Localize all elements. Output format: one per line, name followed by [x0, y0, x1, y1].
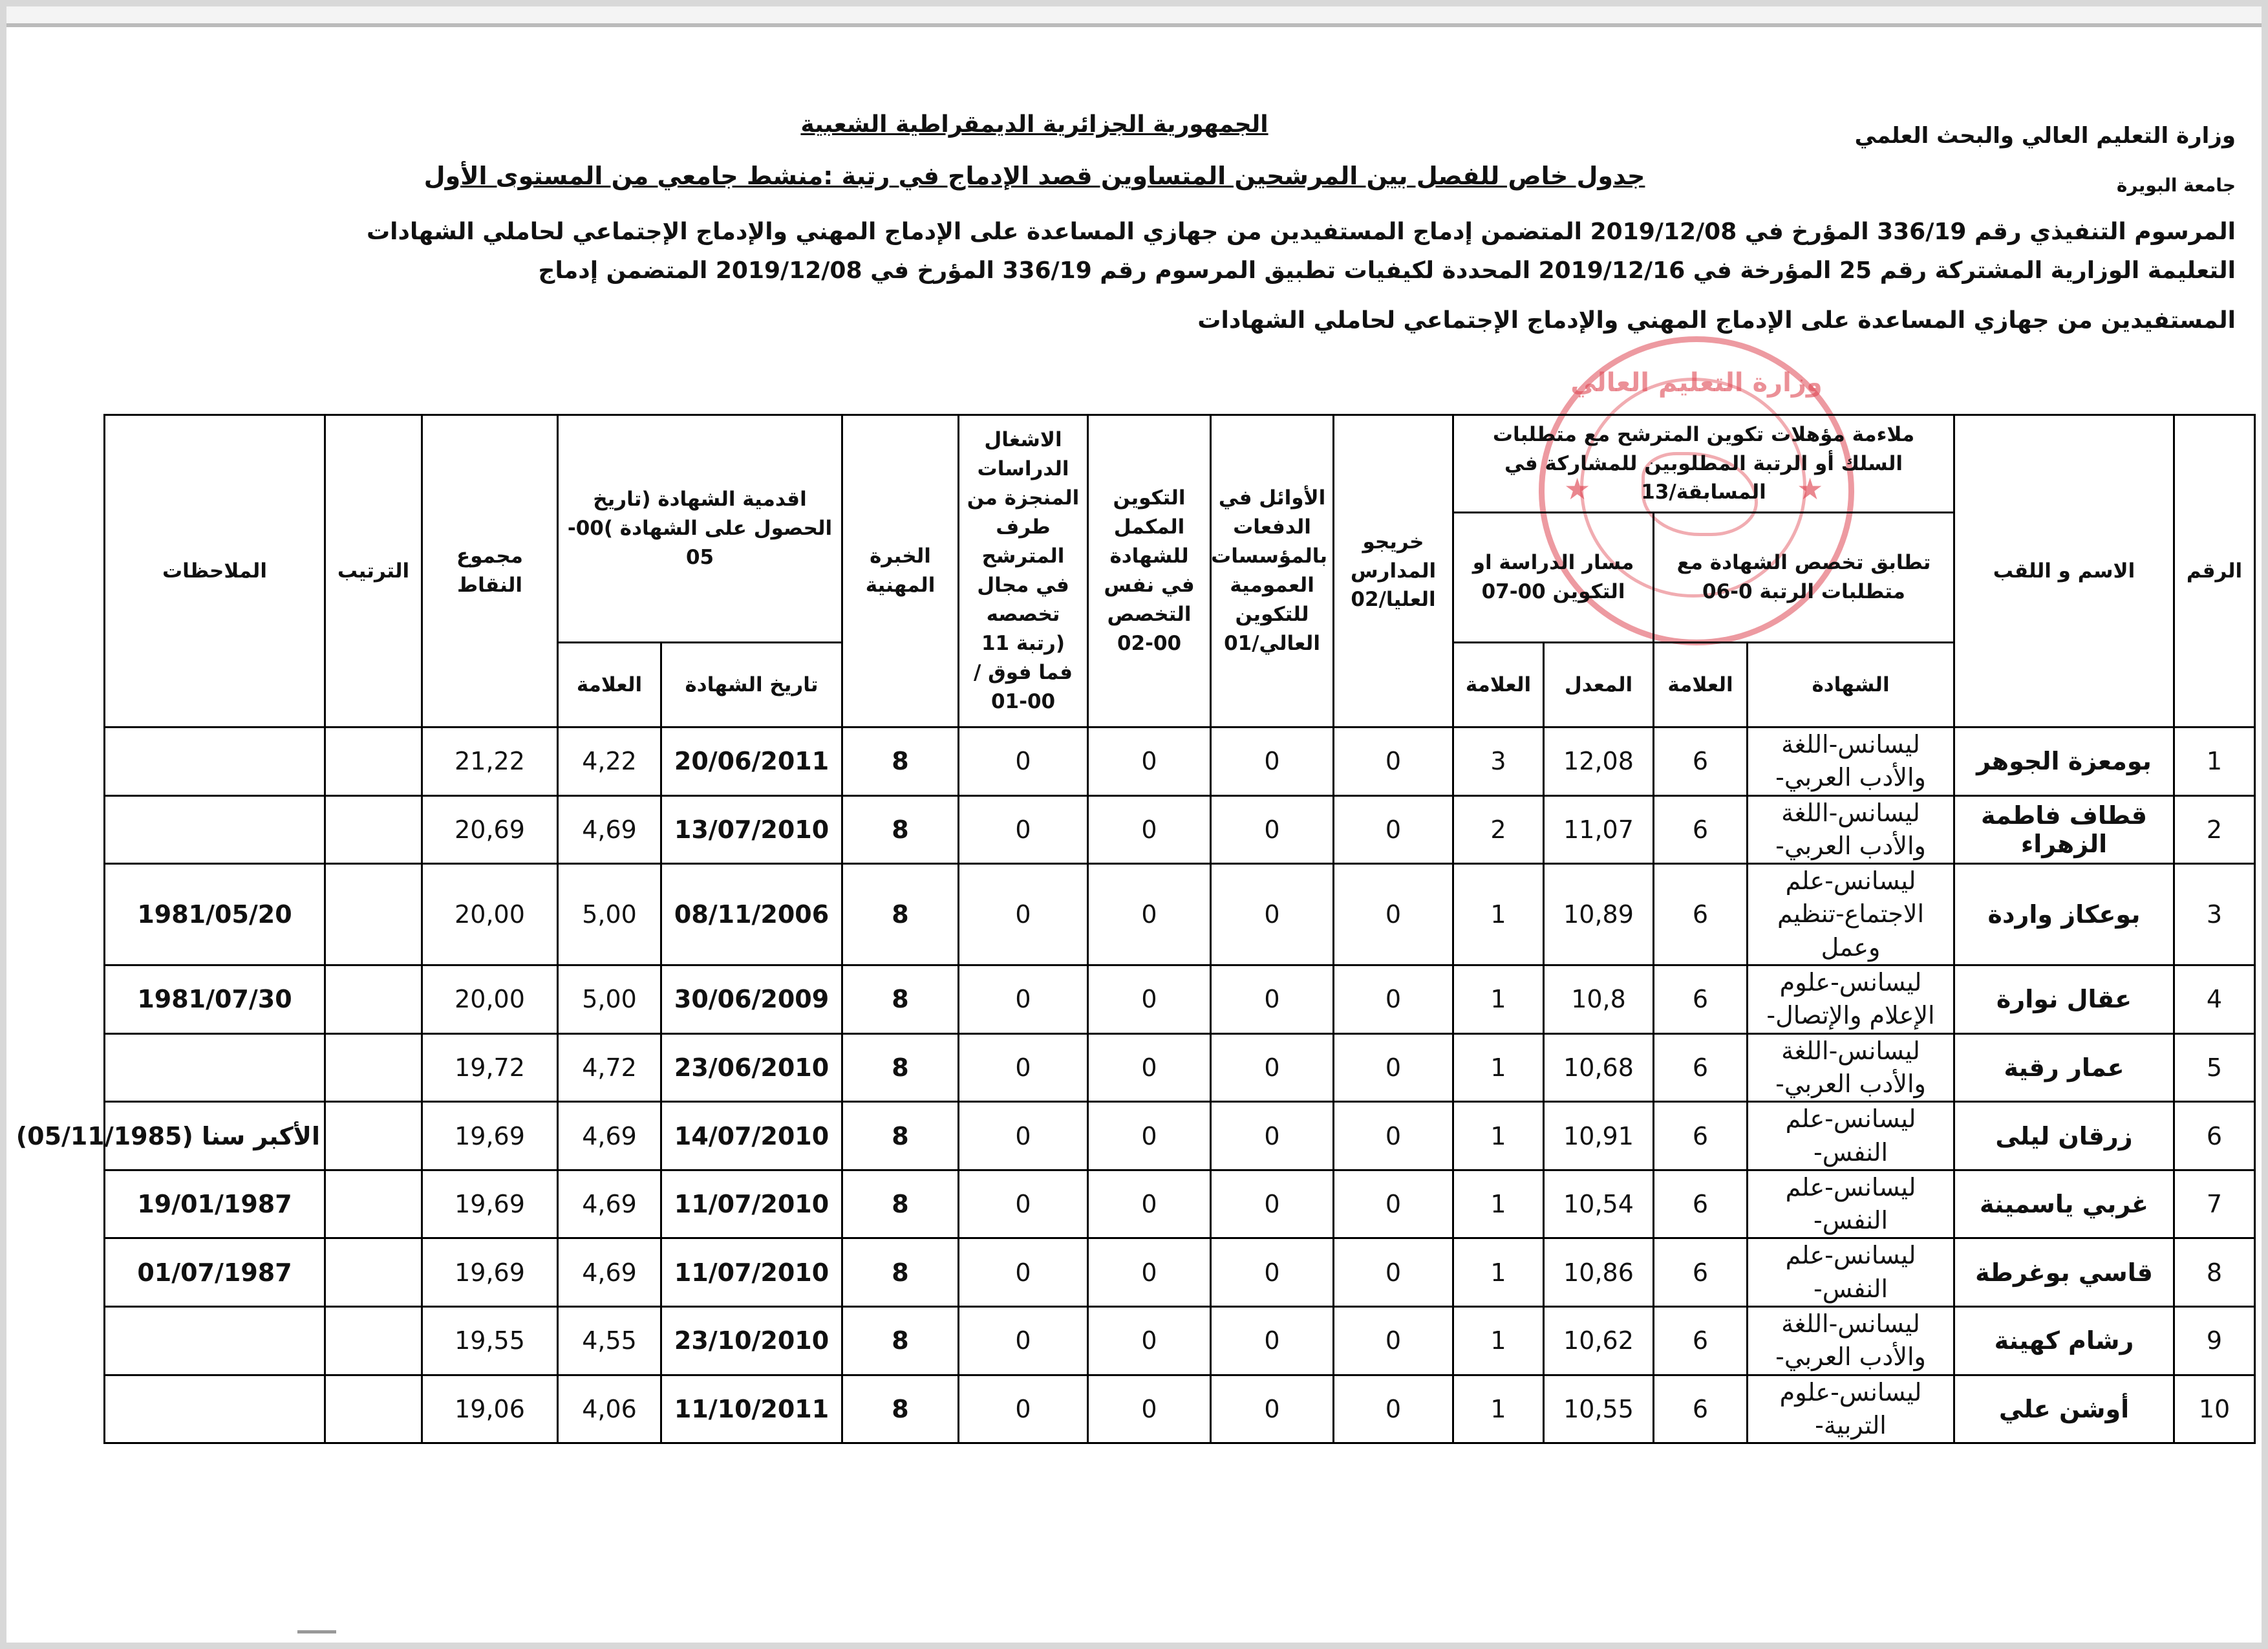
- cell-notes: [105, 1375, 325, 1443]
- cell-rank: [325, 1033, 422, 1102]
- col-certificate-header: الشهادة: [1748, 643, 1954, 727]
- cell-seniority: 5,00: [558, 965, 661, 1034]
- cell-name: زرقان ليلى: [1954, 1102, 2174, 1170]
- cell-graduates: 0: [1334, 864, 1453, 965]
- cell-num: 3: [2174, 864, 2255, 965]
- cell-complementary: 0: [1088, 1170, 1211, 1238]
- cell-cert-date: 11/07/2010: [661, 1238, 842, 1307]
- cell-rank: [325, 1307, 422, 1375]
- cell-notes: [105, 1033, 325, 1102]
- cell-spec: 6: [1654, 864, 1748, 965]
- cell-certificate: ليسانس-اللغة والأدب العربي-: [1748, 727, 1954, 796]
- cell-works: 0: [959, 1375, 1088, 1443]
- cell-top: 0: [1211, 1238, 1334, 1307]
- col-seniority-grade-header: العلامة: [558, 643, 661, 727]
- cell-notes: 01/07/1987: [105, 1238, 325, 1307]
- cell-graduates: 0: [1334, 965, 1453, 1034]
- col-seniority-group-header: اقدمية الشهادة (تاريخ الحصول على الشهادة )00-05: [558, 415, 842, 643]
- cell-top: 0: [1211, 1375, 1334, 1443]
- scan-top-edge: [0, 0, 2268, 27]
- cell-works: 0: [959, 1238, 1088, 1307]
- cell-seniority: 5,00: [558, 864, 661, 965]
- cell-complementary: 0: [1088, 965, 1211, 1034]
- col-top-ranked-header: الأوائل في الدفعات بالمؤسسات العمومية للتكوين العالي/01: [1211, 415, 1334, 727]
- cell-total: 19,72: [422, 1033, 558, 1102]
- cell-experience: 8: [842, 795, 959, 864]
- cell-works: 0: [959, 1102, 1088, 1170]
- cell-name: قطاف فاطمة الزهراء: [1954, 795, 2174, 864]
- cell-cert-date: 20/06/2011: [661, 727, 842, 796]
- stamp-star-icon: ★: [1564, 471, 1591, 506]
- cell-num: 9: [2174, 1307, 2255, 1375]
- cell-works: 0: [959, 727, 1088, 796]
- col-match-group-header: ملاءمة مؤهلات تكوين المترشح مع متطلبات السلك أو الرتبة المطلوبين للمشاركة في المسابقة/13: [1453, 415, 1954, 513]
- cell-seniority: 4,69: [558, 1170, 661, 1238]
- col-study-path-header: مسار الدراسة او التكوين 00-07: [1453, 513, 1654, 643]
- cell-experience: 8: [842, 864, 959, 965]
- cell-average: 10,89: [1544, 864, 1654, 965]
- cell-graduates: 0: [1334, 1375, 1453, 1443]
- cell-graduates: 0: [1334, 1238, 1453, 1307]
- cell-average: 12,08: [1544, 727, 1654, 796]
- cell-graduates: 0: [1334, 1170, 1453, 1238]
- cell-name: بوعكاز واردة: [1954, 864, 2174, 965]
- table-row: [105, 864, 2255, 965]
- cell-experience: 8: [842, 1033, 959, 1102]
- cell-complementary: 0: [1088, 1307, 1211, 1375]
- cell-path: 1: [1453, 1033, 1544, 1102]
- cell-total: 20,69: [422, 795, 558, 864]
- cell-rank: [325, 795, 422, 864]
- cell-average: 11,07: [1544, 795, 1654, 864]
- cell-experience: 8: [842, 965, 959, 1034]
- col-average-header: المعدل: [1544, 643, 1654, 727]
- table-row: [105, 1238, 2255, 1307]
- header-row: [105, 415, 2255, 513]
- cell-average: 10,62: [1544, 1307, 1654, 1375]
- cell-total: 19,06: [422, 1375, 558, 1443]
- cell-name: بومعزة الجوهر: [1954, 727, 2174, 796]
- cell-rank: [325, 1375, 422, 1443]
- cell-total: 20,00: [422, 965, 558, 1034]
- cell-average: 10,54: [1544, 1170, 1654, 1238]
- cell-top: 0: [1211, 864, 1334, 965]
- cell-works: 0: [959, 965, 1088, 1034]
- cell-complementary: 0: [1088, 1102, 1211, 1170]
- cell-average: 10,55: [1544, 1375, 1654, 1443]
- cell-notes: [105, 795, 325, 864]
- cell-notes: 19/01/1987: [105, 1170, 325, 1238]
- cell-total: 19,69: [422, 1238, 558, 1307]
- decree-line-1: المرسوم التنفيذي رقم 336/19 المؤرخ في 2019/12/08 المتضمن إدماج المستفيدين من جهازي المساعدة على الإدماج المهني والإدماج الإجتماعي لحاملي الشهادات: [367, 219, 2236, 245]
- cell-works: 0: [959, 1307, 1088, 1375]
- table-row: [105, 727, 2255, 796]
- cell-cert-date: 08/11/2006: [661, 864, 842, 965]
- cell-path: 1: [1453, 864, 1544, 965]
- cell-num: 8: [2174, 1238, 2255, 1307]
- col-experience-header: الخبرة المهنية: [842, 415, 959, 727]
- cell-works: 0: [959, 864, 1088, 965]
- university-name: جامعة البويرة: [2116, 175, 2236, 196]
- cell-complementary: 0: [1088, 864, 1211, 965]
- cell-cert-date: 23/06/2010: [661, 1033, 842, 1102]
- cell-total: 19,55: [422, 1307, 558, 1375]
- cell-cert-date: 11/10/2011: [661, 1375, 842, 1443]
- cell-works: 0: [959, 1170, 1088, 1238]
- table-row: [105, 1033, 2255, 1102]
- document-title: جدول خاص للفصل بين المرشحين المتساوين قصد الإدماج في رتبة :منشط جامعي من المستوى الأول: [423, 162, 1645, 190]
- cell-spec: 6: [1654, 1033, 1748, 1102]
- cell-total: 19,69: [422, 1102, 558, 1170]
- col-notes-header: الملاحظات: [105, 415, 325, 727]
- stamp-text: وزارة التعليم العالي: [1570, 368, 1823, 398]
- cell-path: 1: [1453, 1307, 1544, 1375]
- cell-spec: 6: [1654, 1170, 1748, 1238]
- stamp-star-icon: ★: [1797, 471, 1824, 506]
- cell-path: 1: [1453, 1375, 1544, 1443]
- cell-works: 0: [959, 1033, 1088, 1102]
- cell-cert-date: 14/07/2010: [661, 1102, 842, 1170]
- cell-certificate: ليسانس-علم النفس-: [1748, 1102, 1954, 1170]
- republic-name: الجمهورية الجزائرية الديمقراطية الشعبية: [800, 111, 1268, 138]
- cell-top: 0: [1211, 965, 1334, 1034]
- cell-notes: 1981/07/30: [105, 965, 325, 1034]
- cell-average: 10,91: [1544, 1102, 1654, 1170]
- cell-spec: 6: [1654, 1307, 1748, 1375]
- cell-complementary: 0: [1088, 1033, 1211, 1102]
- cell-certificate: ليسانس-اللغة والأدب العربي-: [1748, 795, 1954, 864]
- cell-top: 0: [1211, 1033, 1334, 1102]
- candidates-table: [16, 414, 2256, 1444]
- scan-mark: [297, 1630, 336, 1640]
- col-rank-header: الترتيب: [325, 415, 422, 727]
- col-grade-header: العلامة: [1654, 643, 1748, 727]
- cell-cert-date: 13/07/2010: [661, 795, 842, 864]
- cell-certificate: ليسانس-علم النفس-: [1748, 1170, 1954, 1238]
- cell-experience: 8: [842, 1170, 959, 1238]
- cell-experience: 8: [842, 1102, 959, 1170]
- col-graduates-header: خريجو المدارس العليا/02: [1334, 415, 1453, 727]
- cell-certificate: ليسانس-علم الاجتماع-تنظيم وعمل: [1748, 864, 1954, 965]
- cell-path: 2: [1453, 795, 1544, 864]
- cell-graduates: 0: [1334, 1307, 1453, 1375]
- cell-top: 0: [1211, 1170, 1334, 1238]
- cell-path: 1: [1453, 1170, 1544, 1238]
- cell-spec: 6: [1654, 1375, 1748, 1443]
- cell-top: 0: [1211, 1307, 1334, 1375]
- cell-num: 6: [2174, 1102, 2255, 1170]
- cell-rank: [325, 965, 422, 1034]
- cell-experience: 8: [842, 1375, 959, 1443]
- cell-notes: [105, 1307, 325, 1375]
- cell-graduates: 0: [1334, 795, 1453, 864]
- col-works-header: الاشغال الدراسات المنجزة من طرف المترشح في مجال تخصصه (رتبة 11 فما فوق / 00-01: [959, 415, 1088, 727]
- cell-top: 0: [1211, 795, 1334, 864]
- table-row: [105, 1170, 2255, 1238]
- cell-average: 10,86: [1544, 1238, 1654, 1307]
- cell-rank: [325, 727, 422, 796]
- table-row: [105, 1375, 2255, 1443]
- cell-rank: [325, 1238, 422, 1307]
- cell-name: أوشن علي: [1954, 1375, 2174, 1443]
- cell-certificate: ليسانس-علوم الإعلام والإتصال-: [1748, 965, 1954, 1034]
- cell-cert-date: 11/07/2010: [661, 1170, 842, 1238]
- cell-seniority: 4,55: [558, 1307, 661, 1375]
- cell-seniority: 4,06: [558, 1375, 661, 1443]
- col-cert-date-header: تاريخ الشهادة: [661, 643, 842, 727]
- cell-experience: 8: [842, 727, 959, 796]
- cell-cert-date: 23/10/2010: [661, 1307, 842, 1375]
- cell-name: قاسي بوغرطة: [1954, 1238, 2174, 1307]
- cell-path: 1: [1453, 1238, 1544, 1307]
- cell-notes: 1981/05/20: [105, 864, 325, 965]
- cell-seniority: 4,72: [558, 1033, 661, 1102]
- cell-notes: [105, 727, 325, 796]
- cell-experience: 8: [842, 1238, 959, 1307]
- cell-certificate: ليسانس-اللغة والأدب العربي-: [1748, 1033, 1954, 1102]
- cell-seniority: 4,69: [558, 1102, 661, 1170]
- col-spec-group-header: تطابق تخصص الشهادة مع متطلبات الرتبة 0-06: [1654, 513, 1954, 643]
- col-complementary-header: التكوين المكمل للشهادة في نفس التخصص 00-02: [1088, 415, 1211, 727]
- cell-total: 20,00: [422, 864, 558, 965]
- table-row: [105, 1102, 2255, 1170]
- cell-complementary: 0: [1088, 1375, 1211, 1443]
- cell-spec: 6: [1654, 965, 1748, 1034]
- table-row: [105, 965, 2255, 1034]
- cell-graduates: 0: [1334, 1102, 1453, 1170]
- cell-top: 0: [1211, 727, 1334, 796]
- cell-path: 1: [1453, 1102, 1544, 1170]
- cell-seniority: 4,22: [558, 727, 661, 796]
- cell-name: رشام كهينة: [1954, 1307, 2174, 1375]
- cell-spec: 6: [1654, 727, 1748, 796]
- cell-experience: 8: [842, 1307, 959, 1375]
- cell-cert-date: 30/06/2009: [661, 965, 842, 1034]
- col-total-header: مجموع النقاط: [422, 415, 558, 727]
- cell-rank: [325, 864, 422, 965]
- cell-certificate: ليسانس-علوم التربية-: [1748, 1375, 1954, 1443]
- cell-graduates: 0: [1334, 1033, 1453, 1102]
- cell-path: 1: [1453, 965, 1544, 1034]
- cell-name: غربي ياسمينة: [1954, 1170, 2174, 1238]
- cell-spec: 6: [1654, 1238, 1748, 1307]
- table-row: [105, 1307, 2255, 1375]
- cell-rank: [325, 1170, 422, 1238]
- col-name-header: الاسم و اللقب: [1954, 415, 2174, 727]
- cell-num: 5: [2174, 1033, 2255, 1102]
- cell-complementary: 0: [1088, 795, 1211, 864]
- cell-rank: [325, 1102, 422, 1170]
- cell-works: 0: [959, 795, 1088, 864]
- cell-name: عقال نوارة: [1954, 965, 2174, 1034]
- cell-complementary: 0: [1088, 1238, 1211, 1307]
- cell-num: 7: [2174, 1170, 2255, 1238]
- cell-certificate: ليسانس-علم النفس-: [1748, 1238, 1954, 1307]
- cell-spec: 6: [1654, 1102, 1748, 1170]
- cell-graduates: 0: [1334, 727, 1453, 796]
- cell-total: 19,69: [422, 1170, 558, 1238]
- col-grade2-header: العلامة: [1453, 643, 1544, 727]
- cell-complementary: 0: [1088, 727, 1211, 796]
- cell-top: 0: [1211, 1102, 1334, 1170]
- table-row: [105, 795, 2255, 864]
- cell-num: 10: [2174, 1375, 2255, 1443]
- cell-notes: الأكبر سنا (05/11/1985): [105, 1102, 325, 1170]
- cell-total: 21,22: [422, 727, 558, 796]
- col-num-header: الرقم: [2174, 415, 2255, 727]
- ministry-name: وزارة التعليم العالي والبحث العلمي: [1854, 123, 2236, 149]
- cell-average: 10,68: [1544, 1033, 1654, 1102]
- cell-num: 1: [2174, 727, 2255, 796]
- cell-certificate: ليسانس-اللغة والأدب العربي-: [1748, 1307, 1954, 1375]
- cell-seniority: 4,69: [558, 795, 661, 864]
- cell-seniority: 4,69: [558, 1238, 661, 1307]
- cell-num: 4: [2174, 965, 2255, 1034]
- decree-line-2: التعليمة الوزارية المشتركة رقم 25 المؤرخة في 2019/12/16 المحددة لكيفيات تطبيق المرسوم رقم 336/19 المؤرخ في 2019/12/08 المتضمن إدماج: [538, 257, 2236, 284]
- cell-path: 3: [1453, 727, 1544, 796]
- cell-spec: 6: [1654, 795, 1748, 864]
- cell-name: عمار رقية: [1954, 1033, 2174, 1102]
- cell-num: 2: [2174, 795, 2255, 864]
- decree-line-3: المستفيدين من جهازي المساعدة على الإدماج المهني والإدماج الإجتماعي لحاملي الشهادات: [1197, 307, 2236, 334]
- cell-average: 10,8: [1544, 965, 1654, 1034]
